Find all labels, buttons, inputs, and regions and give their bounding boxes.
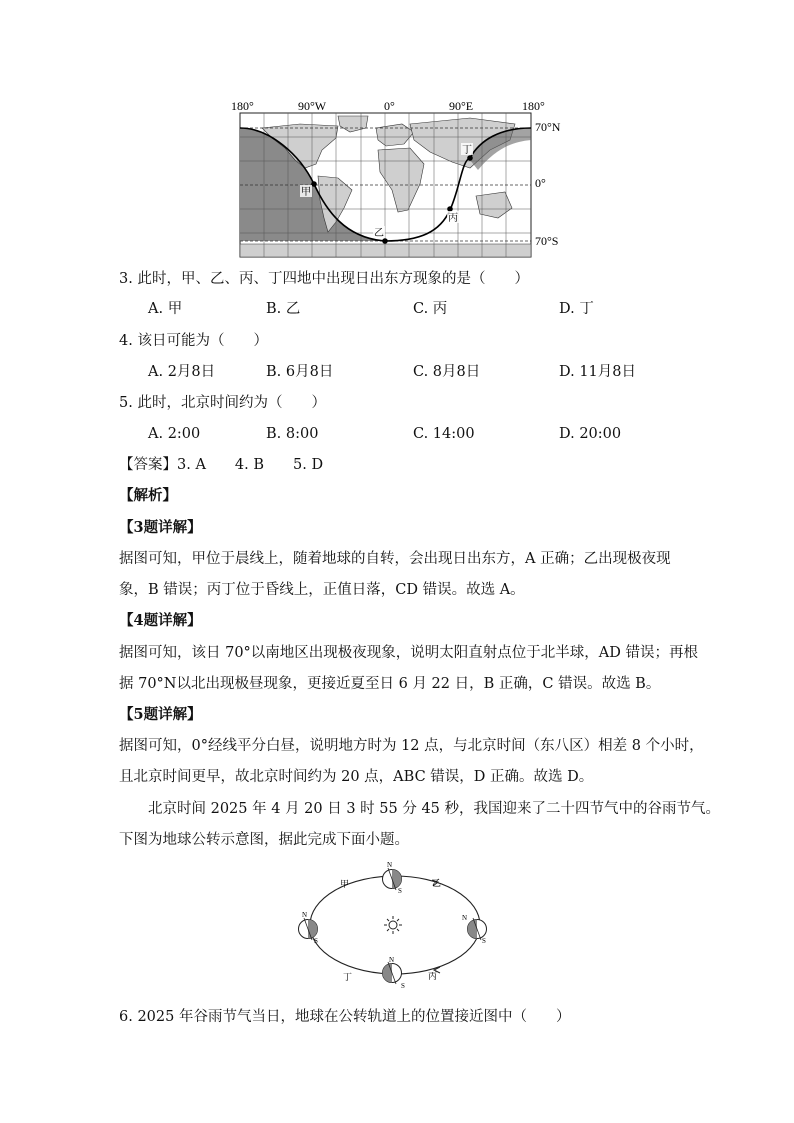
pole-n-right: N <box>462 914 468 922</box>
map-label-180w: 180° <box>231 99 254 113</box>
q4-option-b: B. 6月8日 <box>266 364 334 380</box>
intro-line-1: 北京时间 2025 年 4 月 20 日 3 时 55 分 45 秒，我国迎来了二十四节气中的谷雨节气。 <box>148 801 721 817</box>
q4-analysis-line-2: 据 70°N以北出现极昼现象，更接近夏至日 6 月 22 日，B 正确，C 错误。故选 B。 <box>119 676 661 692</box>
orbit-label-yi: 乙 <box>432 878 442 888</box>
orbit-label-ding: 丁 <box>343 972 353 982</box>
orbit-diagram <box>290 858 500 993</box>
point-ding <box>467 155 473 161</box>
q3-analysis-heading: 【3题详解】 <box>119 519 202 536</box>
orbit-label-jia: 甲 <box>340 879 350 889</box>
point-jia <box>311 181 317 187</box>
earth-bottom <box>383 962 402 984</box>
intro-line-2: 下图为地球公转示意图，据此完成下面小题。 <box>119 832 409 848</box>
pole-s-left: S <box>314 937 318 945</box>
q4-option-a: A. 2月8日 <box>148 364 216 380</box>
q6-stem: 6. 2025 年谷雨节气当日，地球在公转轨道上的位置接近图中（ ） <box>119 1009 571 1025</box>
map-label-70n: 70°N <box>535 120 561 134</box>
map-label-90e: 90°E <box>449 99 474 113</box>
map-label-0: 0° <box>384 99 395 113</box>
orbit-label-bing: 丙 <box>428 971 438 981</box>
q5-option-d: D. 20:00 <box>559 426 622 442</box>
q5-option-b: B. 8:00 <box>266 426 319 442</box>
q3-option-c: C. 丙 <box>413 301 448 317</box>
map-label-180e: 180° <box>522 99 545 113</box>
pole-n-top: N <box>387 861 393 869</box>
q4-option-d: D. 11月8日 <box>559 364 637 380</box>
q5-analysis-heading: 【5题详解】 <box>119 706 202 723</box>
pole-s-top: S <box>398 887 402 895</box>
world-map-figure <box>228 96 568 258</box>
label-bing: 丙 <box>448 213 458 224</box>
q5-analysis-line-1: 据图可知，0°经线平分白昼，说明地方时为 12 点，与北京时间（东八区）相差 8 个小时， <box>119 738 704 754</box>
map-label-equator: 0° <box>535 176 546 190</box>
label-yi: 乙 <box>374 228 384 239</box>
q4-option-c: C. 8月8日 <box>413 364 481 380</box>
map-label-70s: 70°S <box>535 234 559 248</box>
orbit-ellipse <box>310 876 480 974</box>
point-bing <box>447 206 453 212</box>
pole-n-left: N <box>302 911 308 919</box>
pole-n-bottom: N <box>389 956 395 964</box>
q3-stem: 3. 此时，甲、乙、丙、丁四地中出现日出东方现象的是（ ） <box>119 271 529 287</box>
q4-analysis-heading: 【4题详解】 <box>119 612 202 629</box>
q3-analysis-line-1: 据图可知，甲位于晨线上，随着地球的自转，会出现日出东方，A 正确；乙出现极夜现 <box>119 551 671 567</box>
pole-s-right: S <box>482 937 486 945</box>
point-yi <box>382 238 388 244</box>
q5-option-c: C. 14:00 <box>413 426 475 442</box>
q3-option-b: B. 乙 <box>266 301 301 317</box>
q4-stem: 4. 该日可能为（ ） <box>119 333 268 349</box>
q3-analysis-line-2: 象，B 错误；丙丁位于昏线上，正值日落，CD 错误。故选 A。 <box>119 582 525 598</box>
sun-icon <box>384 916 402 934</box>
pole-s-bottom: S <box>401 982 405 990</box>
label-ding: 丁 <box>462 145 472 156</box>
q3-option-a: A. 甲 <box>148 301 183 317</box>
q5-stem: 5. 此时，北京时间约为（ ） <box>119 395 326 411</box>
q5-option-a: A. 2:00 <box>148 426 201 442</box>
analysis-heading: 【解析】 <box>119 487 177 504</box>
q4-analysis-line-1: 据图可知，该日 70°以南地区出现极夜现象，说明太阳直射点位于北半球，AD 错误；再根 <box>119 645 699 661</box>
q3-option-d: D. 丁 <box>559 301 594 317</box>
q5-analysis-line-2: 且北京时间更早，故北京时间约为 20 点，ABC 错误，D 正确。故选 D。 <box>119 769 594 785</box>
label-jia: 甲 <box>301 187 311 198</box>
map-label-90w: 90°W <box>298 99 327 113</box>
answer-line: 【答案】3. A 4. B 5. D <box>119 457 324 473</box>
